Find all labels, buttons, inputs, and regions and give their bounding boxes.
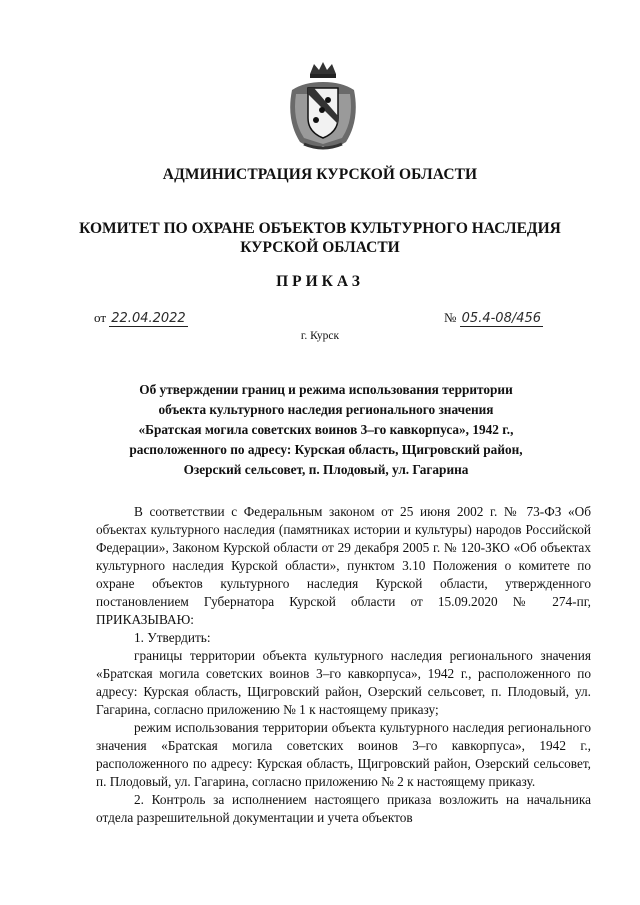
committee-heading-line2: КУРСКОЙ ОБЛАСТИ — [240, 239, 400, 256]
order-date — [94, 310, 188, 327]
date-value: 22.04.2022 — [111, 311, 186, 326]
body-paragraph: В соответствии с Федеральным законом от 25 июня 2002 г. № 73-ФЗ «Об объектах культурного наследия (памятниках истории и культуры) народов Российской Федерации», Законом Курской области от 29 декабря 2005 г. № 120-ЗКО «Об объектах культурного наследия Курской области», пунктом 3.10 Положения о комитете по охране объектов культурного наследия Курской области, утвержденного постановлением Губернатора Курской области от 15.09.2020 № 274-пг, ПРИКАЗЫВАЮ: — [96, 504, 591, 627]
committee-heading-line1: КОМИТЕТ ПО ОХРАНЕ ОБЪЕКТОВ КУЛЬТУРНОГО НАСЛЕДИЯ — [79, 220, 561, 237]
number-prefix: № — [444, 310, 457, 325]
title-line: «Братская могила советских воинов 3–го кавкорпуса», 1942 г., — [138, 422, 514, 437]
date-prefix: от — [94, 310, 107, 325]
order-title — [108, 380, 544, 480]
kursk-coat-of-arms-icon — [282, 60, 364, 152]
order-heading: ПРИКАЗ — [276, 273, 364, 290]
order-number — [444, 310, 543, 327]
administration-heading: АДМИНИСТРАЦИЯ КУРСКОЙ ОБЛАСТИ — [162, 166, 478, 183]
title-line: расположенного по адресу: Курская область, Щигровский район, — [129, 442, 523, 457]
title-line: Озерский сельсовет, п. Плодовый, ул. Гагарина — [183, 462, 469, 477]
title-line: объекта культурного наследия регионального значения — [158, 402, 494, 417]
body-paragraph: 2. Контроль за исполнением настоящего приказа возложить на начальника отдела разрешительной документации и учета объектов — [96, 792, 591, 825]
number-value: 05.4-08/456 — [461, 311, 542, 326]
title-line: Об утверждении границ и режима использования территории — [139, 382, 513, 397]
order-body — [96, 503, 591, 827]
body-paragraph: 1. Утвердить: — [134, 630, 211, 645]
body-paragraph: границы территории объекта культурного наследия регионального значения «Братская могила советских воинов 3–го кавкорпуса», 1942 г., расположенного по адресу: Курская область, Щигровский район, Озерский сельсовет, п. Плодовый, ул. Гагарина, согласно приложению № 1 к настоящему приказу; — [96, 648, 591, 717]
city-label: г. Курск — [300, 330, 340, 342]
committee-heading — [0, 219, 640, 257]
body-paragraph: режим использования территории объекта культурного наследия регионального значения «Братская могила советских воинов 3–го кавкорпуса», 1942 г., расположенного по адресу: Курская область, Щигровский район, Озерский сельсовет, п. Плодовый, ул. Гагарина, согласно приложению № 2 к настоящему приказу. — [96, 720, 591, 789]
